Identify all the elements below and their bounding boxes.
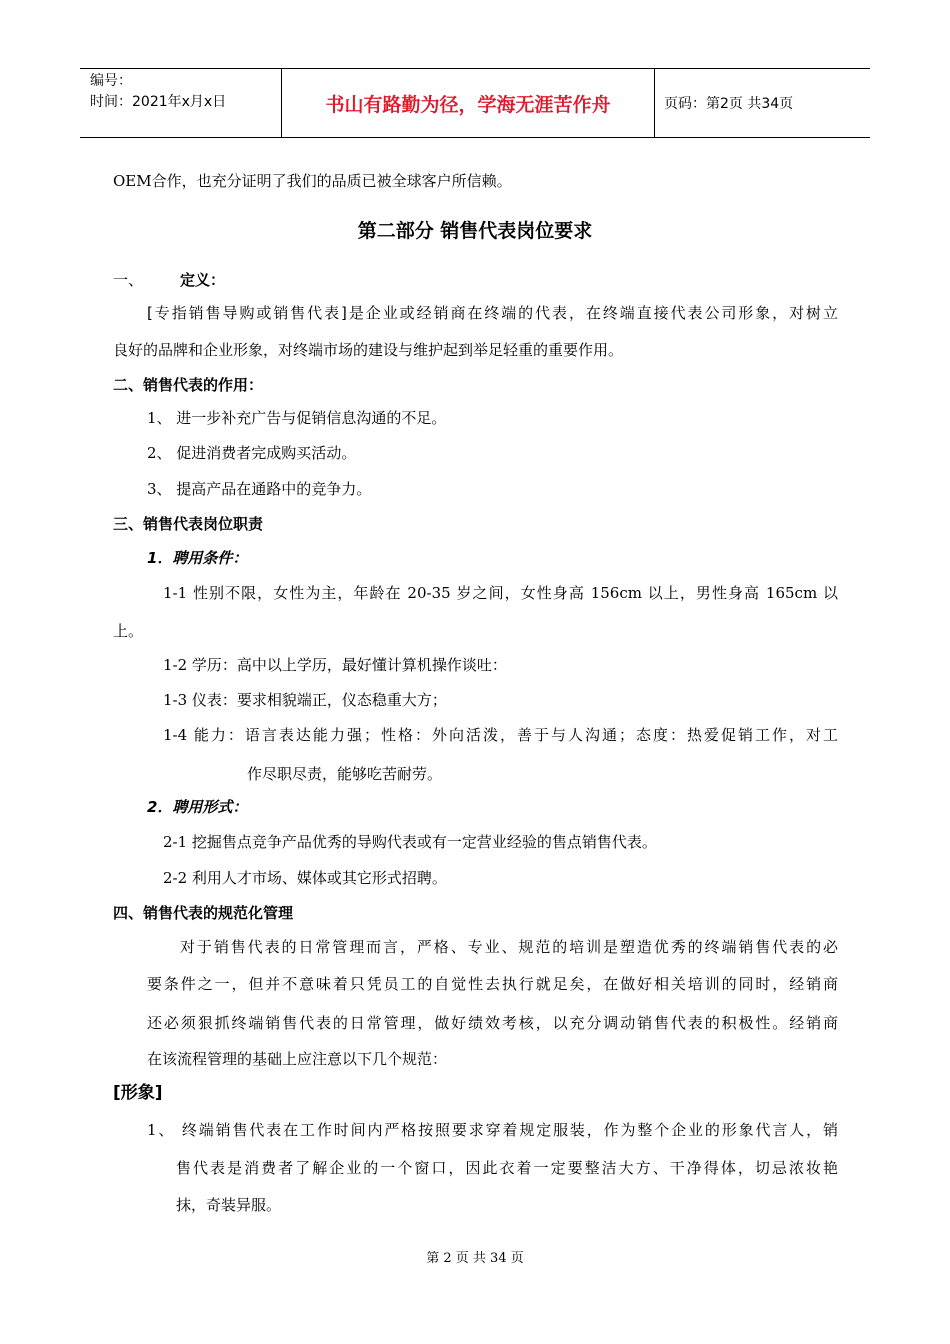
header-divider: [654, 69, 655, 137]
s2-item: 2、 促进消费者完成购买活动。: [147, 444, 357, 462]
s4-para-line: 对于销售代表的日常管理而言，严格、专业、规范的培训是塑造优秀的终端销售代表的必: [180, 938, 838, 956]
s4-para-line: 要条件之一，但并不意味着只凭员工的自觉性去执行就足矣，在做好相关培训的同时，经销商: [147, 975, 838, 993]
s3-c4-line1: 1-4 能力：语言表达能力强；性格：外向活泼，善于与人沟通；态度：热爱促销工作，对工: [163, 726, 838, 744]
s1-number: 一、: [113, 271, 144, 289]
s3-f1: 2-1 挖掘售点竞争产品优秀的导购代表或有一定营业经验的售点销售代表。: [163, 833, 657, 851]
s4-image-item1-line1: 1、 终端销售代表在工作时间内严格按照要求穿着规定服装，作为整个企业的形象代言人，销: [147, 1121, 838, 1139]
s3-c4-line2: 作尽职尽责，能够吃苦耐劳。: [247, 765, 443, 783]
intro-line: OEM合作，也充分证明了我们的品质已被全球客户所信赖。: [113, 172, 512, 190]
s4-image-item1-line2: 售代表是消费者了解企业的一个窗口，因此衣着一定要整洁大方、干净得体，切忌浓妆艳: [176, 1159, 838, 1177]
s3-c2: 1-2 学历：高中以上学历，最好懂计算机操作谈吐：: [163, 656, 507, 674]
s1-line1-rest: 是企业或经销商在终端的代表，在终端直接代表公司形象，对树立: [346, 304, 838, 322]
s3-f2: 2-2 利用人才市场、媒体或其它形式招聘。: [163, 869, 447, 887]
header-left-cell: [90, 71, 280, 113]
s3-c1-line2: 上。: [113, 622, 144, 640]
s3-sub2: 2．聘用形式：: [147, 798, 248, 816]
s4-heading: 四、销售代表的规范化管理: [113, 904, 294, 922]
code-label: 编号：: [90, 73, 132, 89]
s4-para-line: 在该流程管理的基础上应注意以下几个规范：: [147, 1050, 448, 1068]
header-table: [80, 68, 870, 138]
s1-paragraph-line1: [147, 303, 838, 323]
s3-c1-line1: 1-1 性别不限，女性为主，年龄在 20-35 岁之间，女性身高 156cm 以上，男性身高 165cm 以: [163, 584, 838, 602]
s3-c3: 1-3 仪表：要求相貌端正，仪态稳重大方；: [163, 691, 447, 709]
s4-image-item1-line3: 抹，奇装异服。: [176, 1196, 282, 1214]
s2-item: 1、 进一步补充广告与促销信息沟通的不足。: [147, 409, 447, 427]
section-title: 第二部分 销售代表岗位要求: [357, 220, 593, 242]
header-motto: 书山有路勤为径，学海无涯苦作舟: [325, 94, 611, 116]
s2-heading: 二、销售代表的作用：: [113, 376, 264, 394]
s3-heading: 三、销售代表岗位职责: [113, 515, 264, 533]
date-label: 时间：2021年x月x日: [90, 94, 227, 110]
s3-sub1: 1．聘用条件：: [147, 549, 248, 567]
s4-para-line: 还必须狠抓终端销售代表的日常管理，做好绩效考核，以充分调动销售代表的积极性。经销商: [147, 1014, 838, 1032]
header-page-label: 页码：第2页 共34页: [664, 96, 794, 112]
s1-term: [专指销售导购或销售代表]: [147, 304, 347, 322]
s1-heading: 定义：: [180, 271, 226, 289]
s2-item: 3、 提高产品在通路中的竞争力。: [147, 480, 372, 498]
s1-paragraph-line2: 良好的品牌和企业形象，对终端市场的建设与维护起到举足轻重的重要作用。: [113, 341, 624, 359]
page-footer: 第 2 页 共 34 页: [426, 1251, 524, 1266]
s4-image-heading: [形象]: [113, 1083, 163, 1103]
